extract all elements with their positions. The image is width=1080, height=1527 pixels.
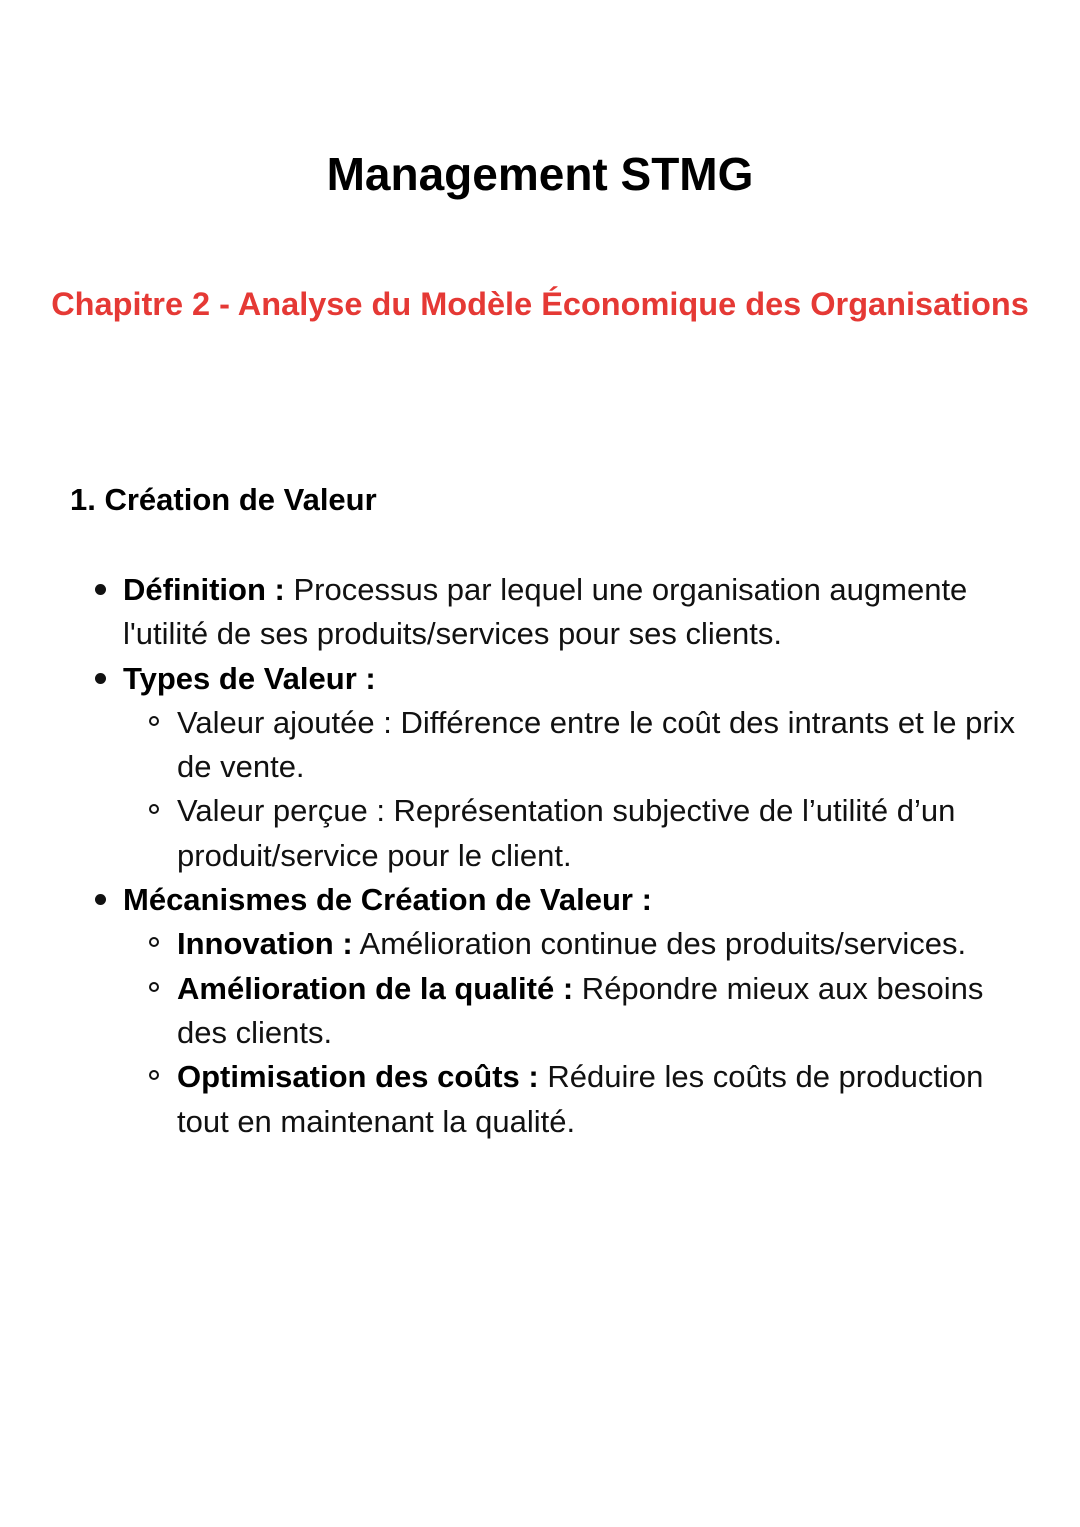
sub-item-text: Valeur ajoutée : Différence entre le coût des intrants et le prix de vente. (177, 704, 1016, 785)
sub-bullet-list (123, 922, 1030, 1143)
list-item-types-de-valeur (123, 657, 1030, 878)
hollow-bullet-icon (149, 804, 159, 814)
sub-item-text: Amélioration continue des produits/services. (352, 926, 967, 962)
chapter-title: Chapitre 2 - Analyse du Modèle Économique des Organisations (51, 286, 1029, 322)
list-item-definition (123, 568, 1030, 657)
term-label: Types de Valeur : (123, 660, 376, 696)
list-item-mecanismes (123, 878, 1030, 1144)
bullet-list (70, 568, 1030, 1144)
filled-bullet-icon (95, 673, 106, 684)
sub-list-item (177, 922, 1030, 966)
sub-item-text: Répondre mieux aux besoins des clients. (177, 970, 984, 1050)
sub-list-item (177, 1055, 1030, 1144)
section-heading: 1. Création de Valeur (70, 482, 377, 517)
hollow-bullet-icon (149, 716, 159, 726)
page-title: Management STMG (326, 148, 754, 200)
section-creation-de-valeur (70, 478, 1030, 1144)
term-label: Mécanismes de Création de Valeur : (123, 882, 652, 918)
hollow-bullet-icon (149, 937, 159, 947)
sub-item-term: Optimisation des coûts : (177, 1059, 539, 1095)
hollow-bullet-icon (149, 1070, 159, 1080)
hollow-bullet-icon (149, 982, 159, 992)
filled-bullet-icon (95, 894, 106, 905)
sub-bullet-list (123, 701, 1030, 878)
sub-item-term: Innovation : (177, 926, 353, 962)
sub-list-item (177, 789, 1030, 878)
sub-list-item (177, 701, 1030, 790)
term-label: Définition : (123, 572, 285, 607)
definition-text: Processus par lequel une organisation augmente l'utilité de ses produits/services pour ses clients. (123, 572, 968, 652)
sub-list-item (177, 967, 1030, 1056)
sub-item-text: Réduire les coûts de production tout en maintenant la qualité. (177, 1059, 984, 1139)
sub-item-term: Amélioration de la qualité : (177, 970, 574, 1006)
sub-item-text: Valeur perçue : Représentation subjective de l’utilité d’un produit/service pour le client. (177, 793, 956, 873)
filled-bullet-icon (95, 584, 106, 595)
